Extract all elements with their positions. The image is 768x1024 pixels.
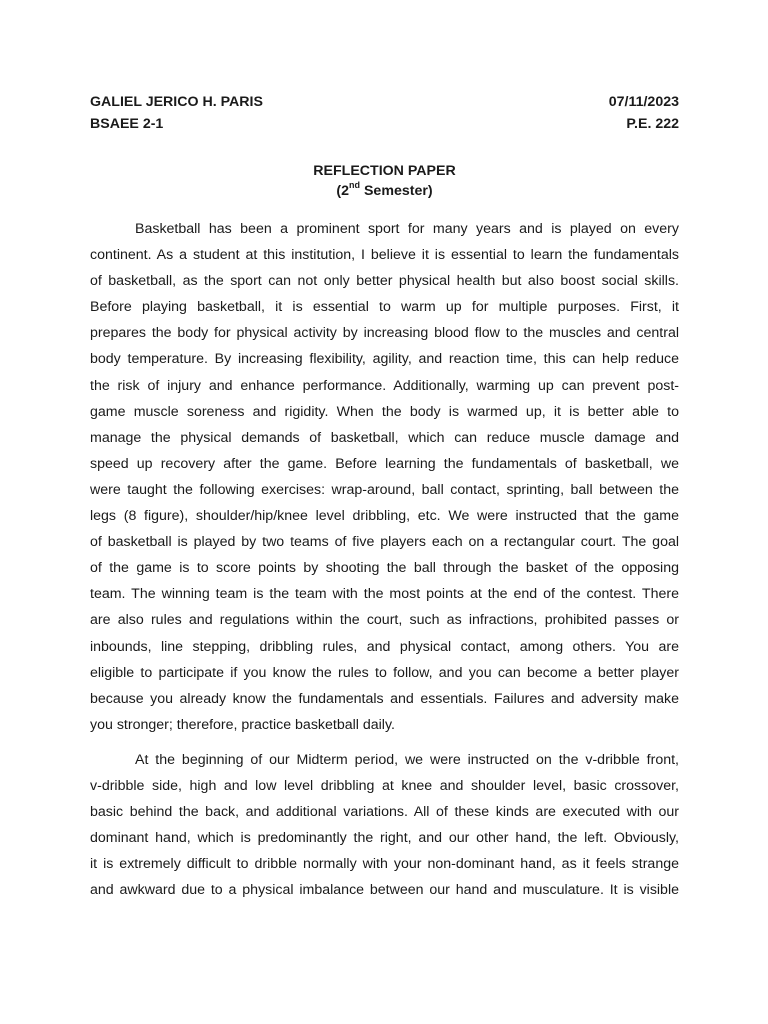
- paragraph-line: it is extremely difficult to dribble normally with your non-dominant hand, as it feels strange: [90, 856, 679, 873]
- paragraph-2: [90, 747, 679, 904]
- semester-open: (2: [336, 183, 350, 199]
- paragraph-line: of basketball, as the sport can not only better physical health but also boost social skills.: [90, 273, 679, 290]
- student-name: GALIEL JERICO H. PARIS: [90, 94, 263, 110]
- section: BSAEE 2-1: [90, 116, 164, 132]
- paragraph-line: manage the physical demands of basketball, which can reduce muscle damage and: [90, 429, 679, 446]
- paragraph-line: are also rules and regulations within the court, such as infractions, prohibited passes or: [90, 612, 679, 629]
- header-row-1: [90, 91, 679, 113]
- paragraph-line: the risk of injury and enhance performance. Additionally, warming up can prevent post-: [90, 377, 679, 394]
- paragraph-line: body temperature. By increasing flexibility, agility, and reaction time, this can help reduce: [90, 351, 679, 368]
- paragraph-line: of the game is to score points by shooting the ball through the basket of the opposing: [90, 560, 679, 577]
- paragraph-line: basic behind the back, and additional variations. All of these kinds are executed with our: [90, 804, 679, 821]
- paragraph-line: team. The winning team is the team with the most points at the end of the contest. There: [90, 586, 679, 603]
- document-page: [90, 91, 679, 903]
- paragraph-line: of basketball is played by two teams of five players each on a rectangular court. The goal: [90, 534, 679, 551]
- paragraph-line: dominant hand, which is predominantly the right, and our other hand, the left. Obviously,: [90, 830, 679, 847]
- paragraph-line: eligible to participate if you know the rules to follow, and you can become a better player: [90, 664, 679, 681]
- paragraph-line: legs (8 figure), shoulder/hip/knee level dribbling, etc. We were instructed that the game: [90, 508, 679, 525]
- paragraph-1: [90, 216, 679, 738]
- paragraph-line: game muscle soreness and rigidity. When the body is warmed up, it is better able to: [90, 403, 679, 420]
- paragraph-line: v-dribble side, high and low level dribbling at knee and shoulder level, basic crossover,: [90, 777, 679, 794]
- paragraph-line: continent. As a student at this institution, I believe it is essential to learn the fundamentals: [90, 247, 679, 264]
- paragraph-line: you stronger; therefore, practice basketball daily.: [90, 716, 395, 733]
- semester-ordinal: nd: [349, 180, 361, 191]
- paragraph-line: prepares the body for physical activity by increasing blood flow to the muscles and central: [90, 325, 679, 342]
- paragraph-line: because you already know the fundamentals and essentials. Failures and adversity make: [90, 690, 679, 707]
- paragraph-line: and awkward due to a physical imbalance between our hand and musculature. It is visible: [90, 882, 679, 899]
- date: 07/11/2023: [608, 94, 679, 110]
- paragraph-line: Basketball has been a prominent sport for many years and is played on every: [135, 221, 679, 237]
- title-block: [90, 161, 679, 201]
- document-title: REFLECTION PAPER: [313, 163, 456, 179]
- course-code: P.E. 222: [626, 116, 679, 132]
- paragraph-line: were taught the following exercises: wrap-around, ball contact, sprinting, ball between the: [90, 481, 679, 498]
- semester-close: Semester): [360, 183, 433, 199]
- paragraph-line: Before playing basketball, it is essential to warm up for multiple purposes. First, it: [90, 299, 679, 316]
- paragraph-line: At the beginning of our Midterm period, we were instructed on the v-dribble front,: [135, 751, 679, 768]
- header-row-2: [90, 113, 679, 135]
- paragraph-line: speed up recovery after the game. Before learning the fundamentals of basketball, we: [90, 455, 679, 472]
- semester-subtitle: [90, 181, 679, 201]
- paragraph-line: inbounds, line stepping, dribbling rules, and physical contact, among others. You are: [90, 638, 679, 655]
